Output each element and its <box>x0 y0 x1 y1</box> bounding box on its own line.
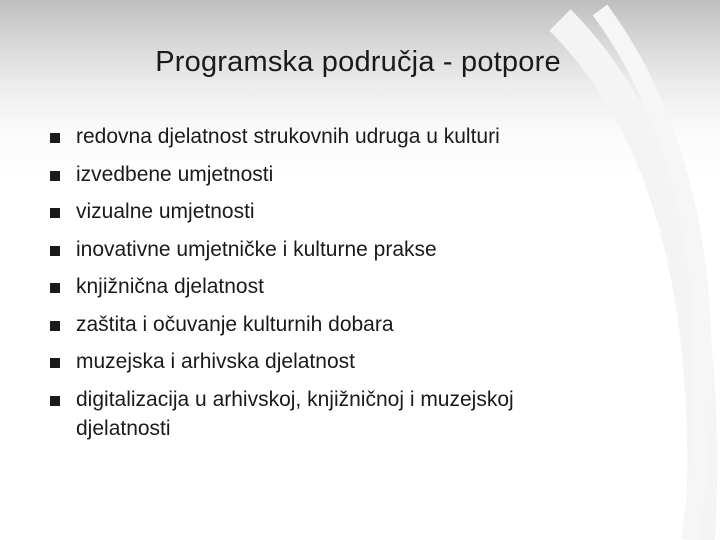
bullet-item <box>48 160 648 189</box>
bullet-text: muzejska i arhivska djelatnost <box>76 350 355 373</box>
bullet-text: vizualne umjetnosti <box>76 200 255 223</box>
square-bullet-icon <box>50 283 60 293</box>
bullet-text: inovativne umjetničke i kulturne prakse <box>76 237 437 261</box>
square-bullet-icon <box>50 208 60 218</box>
bullet-item <box>48 122 648 151</box>
bullet-text: knjižnična djelatnost <box>76 275 264 298</box>
bullet-item <box>48 235 648 264</box>
bullet-item <box>48 197 648 226</box>
square-bullet-icon <box>50 321 60 331</box>
bullet-text: digitalizacija u arhivskoj, knjižničnoj i muzejskoj djelatnosti <box>76 387 514 440</box>
bullet-item <box>48 347 648 376</box>
square-bullet-icon <box>50 171 60 181</box>
bullet-item <box>48 385 648 443</box>
square-bullet-icon <box>50 396 60 406</box>
bullet-list <box>48 122 648 451</box>
bullet-text: redovna djelatnost strukovnih udruga u kulturi <box>76 125 500 148</box>
bullet-text: zaštita i očuvanje kulturnih dobara <box>76 312 394 336</box>
square-bullet-icon <box>50 133 60 143</box>
bullet-item <box>48 310 648 339</box>
square-bullet-icon <box>50 358 60 368</box>
slide-title: Programska područja - potpore <box>155 46 561 78</box>
bullet-item <box>48 272 648 301</box>
bullet-text: izvedbene umjetnosti <box>76 162 274 186</box>
square-bullet-icon <box>50 246 60 256</box>
